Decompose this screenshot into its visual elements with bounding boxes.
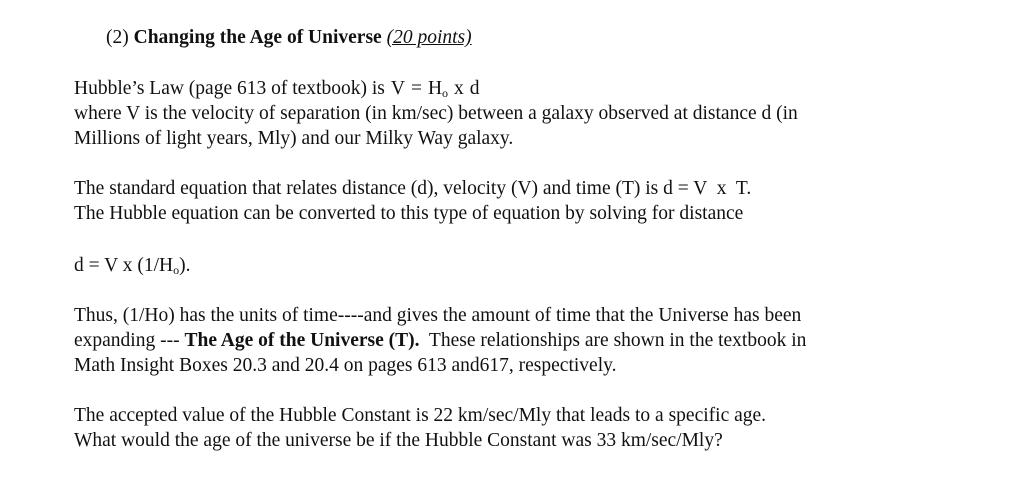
standard-equation-line: The standard equation that relates distance (d), velocity (V) and time (T) is d = V x T.	[74, 178, 752, 199]
age-explanation-prefix: expanding ---	[74, 330, 185, 351]
age-explanation-paragraph	[74, 303, 974, 378]
formula-h: H	[427, 78, 443, 99]
distance-formula-prefix: d = V x (1/H	[74, 255, 174, 276]
standard-equation-paragraph	[74, 176, 974, 226]
question-line: The accepted value of the Hubble Constant is 22 km/sec/Mly that leads to a specific age.	[74, 405, 767, 426]
age-explanation-line: Thus, (1/Ho) has the units of time----and gives the amount of time that the Universe has been	[74, 305, 802, 326]
question-paragraph	[74, 403, 974, 453]
age-explanation-line: Math Insight Boxes 20.3 and 20.4 on pages 613 and617, respectively.	[74, 355, 617, 376]
hubble-law-line	[74, 76, 974, 101]
age-explanation-line	[74, 328, 974, 353]
formula-equals: =	[410, 78, 422, 99]
section-number: (2)	[106, 27, 129, 48]
distance-formula-subscript: o	[173, 263, 180, 277]
formula-v: V	[390, 78, 405, 99]
distance-formula-suffix: ).	[179, 255, 191, 276]
formula-d: d	[469, 78, 480, 99]
formula-times: x	[454, 78, 464, 99]
section-heading	[106, 25, 472, 51]
age-explanation-suffix: These relationships are shown in the textbook in	[419, 330, 807, 351]
section-title: Changing the Age of Universe	[133, 27, 382, 48]
section-points: (20 points)	[386, 27, 472, 48]
hubble-law-description-line: where V is the velocity of separation (in km/sec) between a galaxy observed at distance d (in	[74, 103, 798, 124]
distance-formula	[74, 253, 974, 278]
hubble-law-paragraph	[74, 76, 974, 151]
standard-equation-line: The Hubble equation can be converted to this type of equation by solving for distance	[74, 203, 744, 224]
question-line: What would the age of the universe be if the Hubble Constant was 33 km/sec/Mly?	[74, 430, 723, 451]
formula-h-subscript: o	[442, 86, 449, 100]
hubble-law-description-line: Millions of light years, Mly) and our Milky Way galaxy.	[74, 128, 514, 149]
age-of-universe-emphasis: The Age of the Universe (T).	[184, 330, 420, 351]
hubble-law-intro: Hubble’s Law (page 613 of textbook) is	[74, 78, 385, 99]
